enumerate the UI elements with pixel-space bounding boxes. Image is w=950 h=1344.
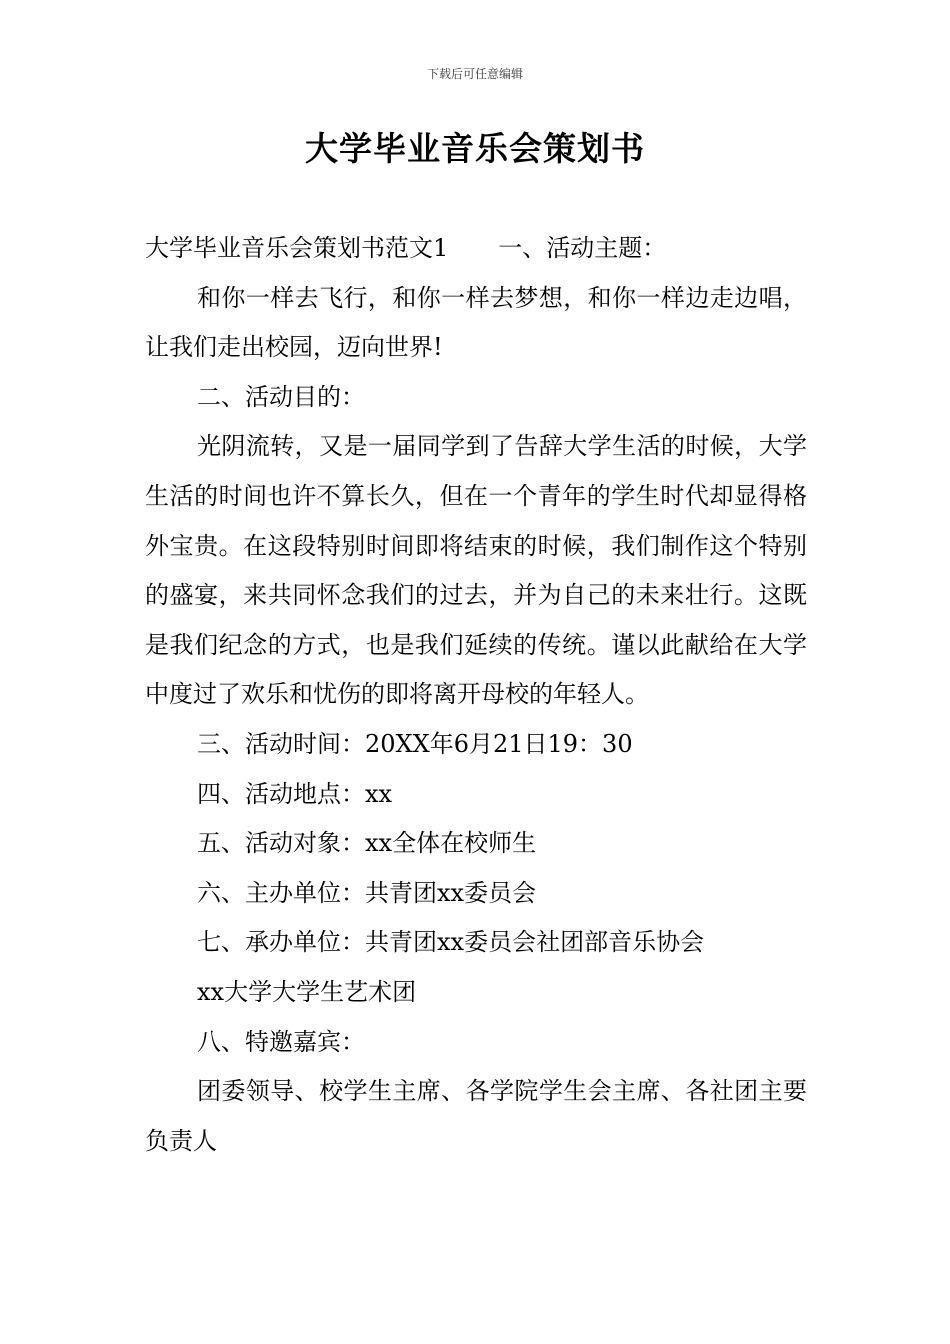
section-8-heading: 八、特邀嘉宾： <box>197 1027 365 1056</box>
time-line: 三、活动时间：20XX年6月21日19：30 <box>197 729 633 758</box>
document-title: 大学毕业音乐会策划书 <box>305 129 645 168</box>
place-line: 四、活动地点：xx <box>197 779 393 808</box>
intro-label: 大学毕业音乐会策划书范文1 <box>145 234 449 262</box>
host-line: 六、主办单位：共青团xx委员会 <box>197 878 537 907</box>
organizer-line-2: xx大学大学生艺术团 <box>197 977 417 1006</box>
section-1-heading: 一、活动主题： <box>498 234 667 262</box>
audience-line: 五、活动对象：xx全体在校师生 <box>197 829 537 858</box>
section-2-heading: 二、活动目的： <box>197 382 365 411</box>
guests-paragraph: 团委领导、校学生主席、各学院学生会主席、各社团主要负责人 <box>145 1077 807 1155</box>
header-note: 下载后可任意编辑 <box>426 67 523 81</box>
purpose-paragraph: 光阴流转，又是一届同学到了告辞大学生活的时候，大学生活的时间也许不算长久，但在一个青年的学生时代却显得格外宝贵。在这段特别时间即将结束的时候，我们制作这个特别的盛宴，来共同怀念我们的过去，并为自己的未来壮行。这既是我们纪念的方式，也是我们延续的传统。谨以此献给在大学中度过了欢乐和忧伤的即将离开母校的年轻人。 <box>145 432 807 709</box>
theme-paragraph: 和你一样去飞行，和你一样去梦想，和你一样边走边唱，让我们走出校园，迈向世界! <box>145 283 807 362</box>
document-body <box>145 224 807 1166</box>
intro-line <box>145 224 807 274</box>
organizer-line: 七、承办单位：共青团xx委员会社团部音乐协会 <box>197 928 705 957</box>
